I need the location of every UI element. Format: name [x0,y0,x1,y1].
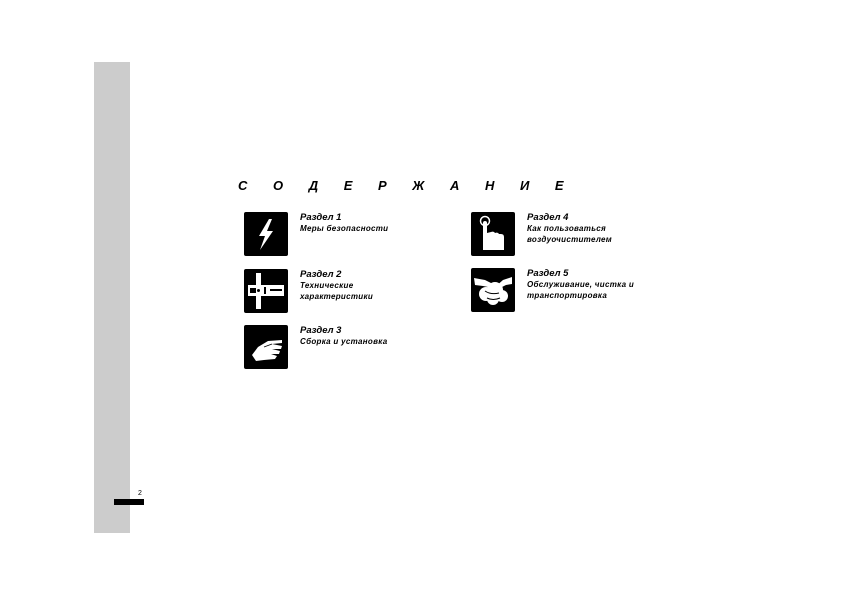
hand-icon [244,325,288,369]
section-title-line-2: транспортировка [527,291,608,300]
section-title-line-2: характеристики [300,292,374,301]
side-margin-bar [94,62,130,533]
section-title: Сборка и установка [300,337,388,346]
section-title-line-1: Как пользоваться [527,224,607,233]
pointing-finger-icon [471,212,515,256]
section-label: Раздел 1 [300,212,342,223]
washing-hands-icon [471,268,515,312]
page-title: С О Д Е Р Ж А Н И Е [238,178,575,193]
caliper-icon [244,269,288,313]
page-number: 2 [138,490,142,497]
lightning-icon [244,212,288,256]
section-title-line-1: Обслуживание, чистка и [527,280,635,289]
section-title-line-2: воздуочистителем [527,235,612,244]
section-label: Раздел 2 [300,269,342,280]
section-label: Раздел 5 [527,268,569,279]
section-label: Раздел 4 [527,212,569,223]
section-title-line-1: Технические [300,281,354,290]
section-title: Меры безопасности [300,224,389,233]
section-label: Раздел 3 [300,325,342,336]
page-number-bar [114,499,144,505]
